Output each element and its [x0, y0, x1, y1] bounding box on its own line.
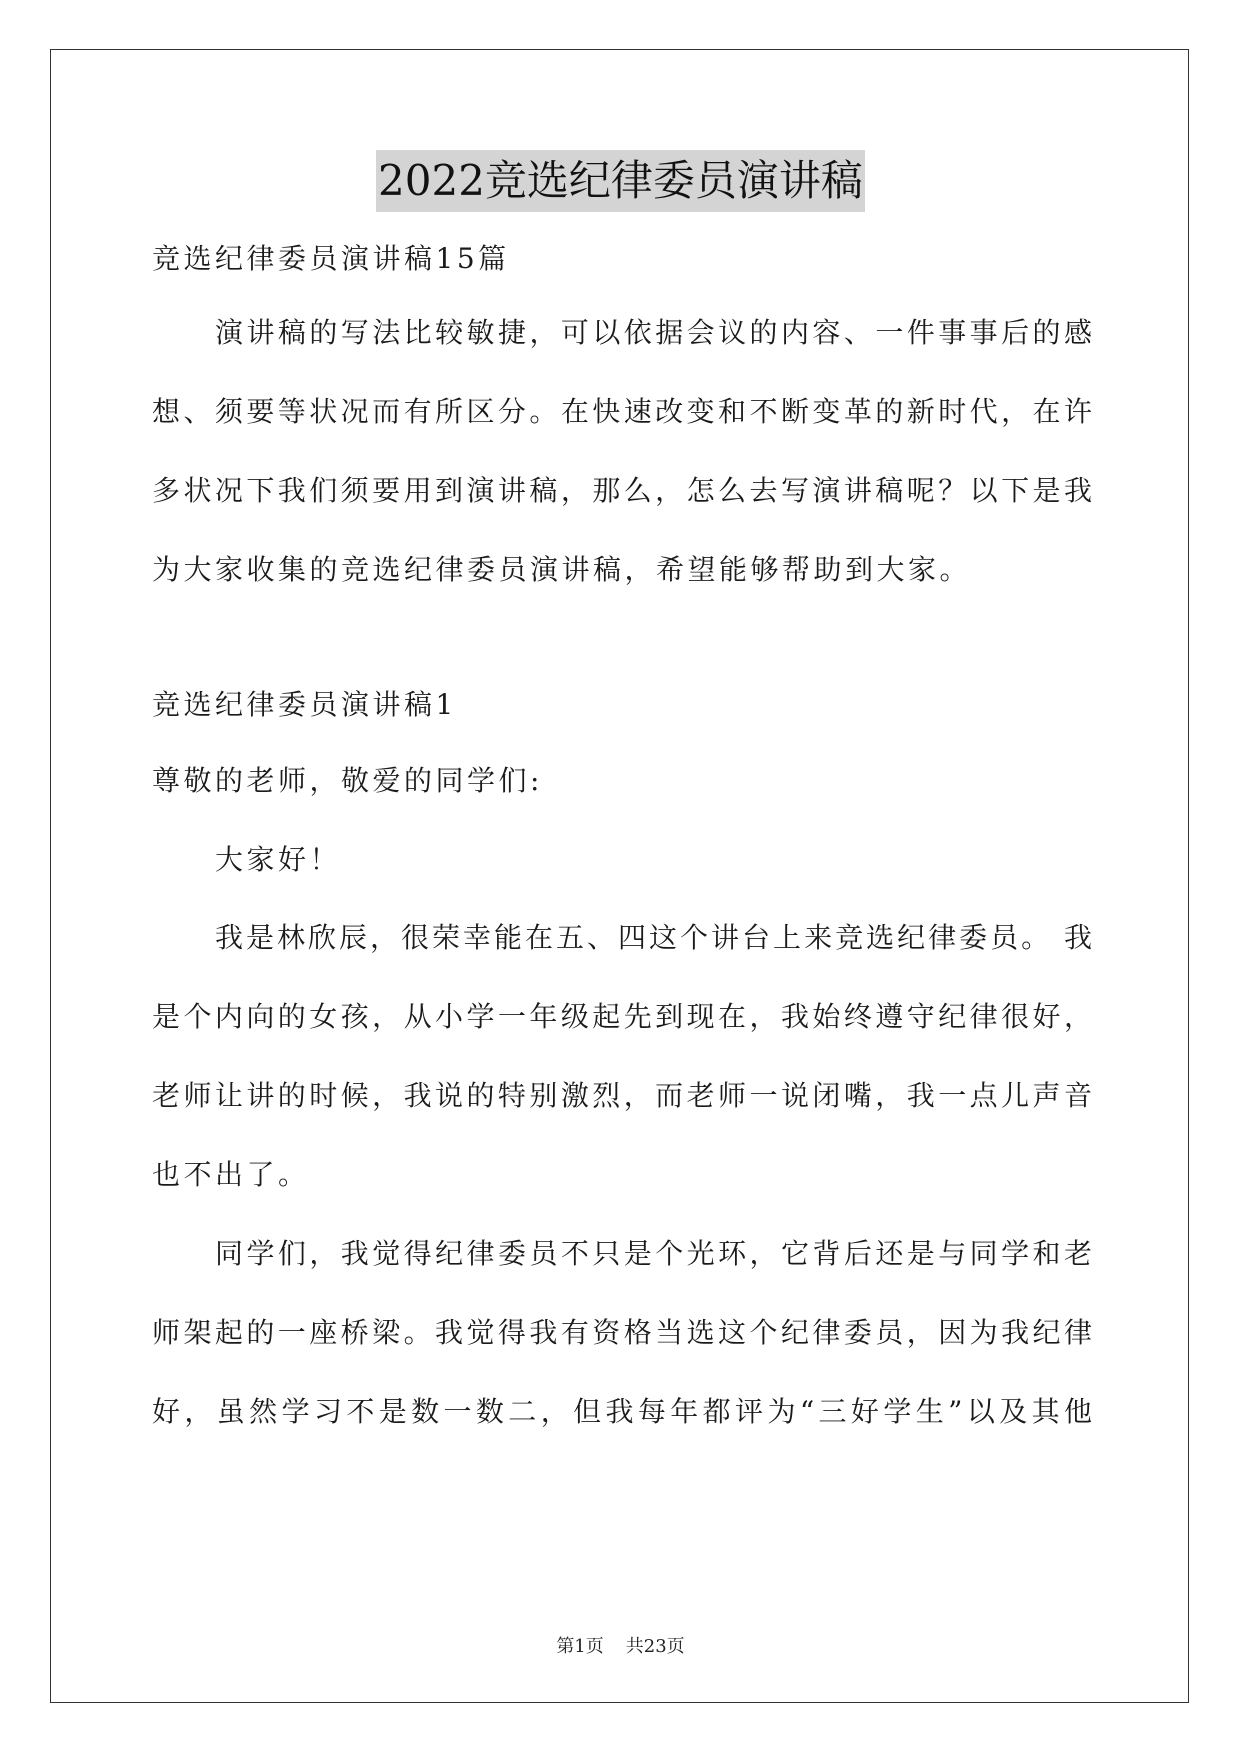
paragraph-line: 好，虽然学习不是数一数二，但我每年都评为“三好学生”以及其他: [152, 1395, 1092, 1428]
section-heading: 竞选纪律委员演讲稿1: [152, 688, 457, 721]
page-number: 第1页: [556, 1636, 604, 1657]
paragraph-line: 老师让讲的时候，我说的特别激烈，而老师一说闭嘴，我一点儿声音: [152, 1079, 1092, 1112]
page-footer: [0, 1635, 1241, 1659]
paragraph-line: 多状况下我们须要用到演讲稿，那么，怎么去写演讲稿呢？以下是我: [152, 474, 1092, 507]
subtitle-line: 竞选纪律委员演讲稿15篇: [152, 242, 510, 275]
paragraph-line: 也不出了。: [152, 1158, 310, 1191]
document-title: [0, 150, 1241, 214]
paragraph-line: 是个内向的女孩，从小学一年级起先到现在，我始终遵守纪律很好，: [152, 1000, 1092, 1033]
paragraph-line: 为大家收集的竞选纪律委员演讲稿，希望能够帮助到大家。: [152, 553, 972, 586]
document-title-text: 2022竞选纪律委员演讲稿: [376, 150, 865, 212]
greeting-line: 大家好！: [215, 843, 342, 876]
paragraph-line: 演讲稿的写法比较敏捷，可以依据会议的内容、一件事事后的感: [215, 316, 1092, 349]
salutation-line: 尊敬的老师，敬爱的同学们:: [152, 764, 543, 797]
paragraph-line: 想、须要等状况而有所区分。在快速改变和不断变革的新时代，在许: [152, 395, 1092, 428]
paragraph-line: 同学们，我觉得纪律委员不只是个光环，它背后还是与同学和老: [215, 1237, 1092, 1270]
paragraph-line: 我是林欣辰，很荣幸能在五、四这个讲台上来竞选纪律委员。 我: [215, 921, 1092, 954]
page-total: 共23页: [625, 1636, 685, 1657]
paragraph-line: 师架起的一座桥梁。我觉得我有资格当选这个纪律委员，因为我纪律: [152, 1316, 1092, 1349]
